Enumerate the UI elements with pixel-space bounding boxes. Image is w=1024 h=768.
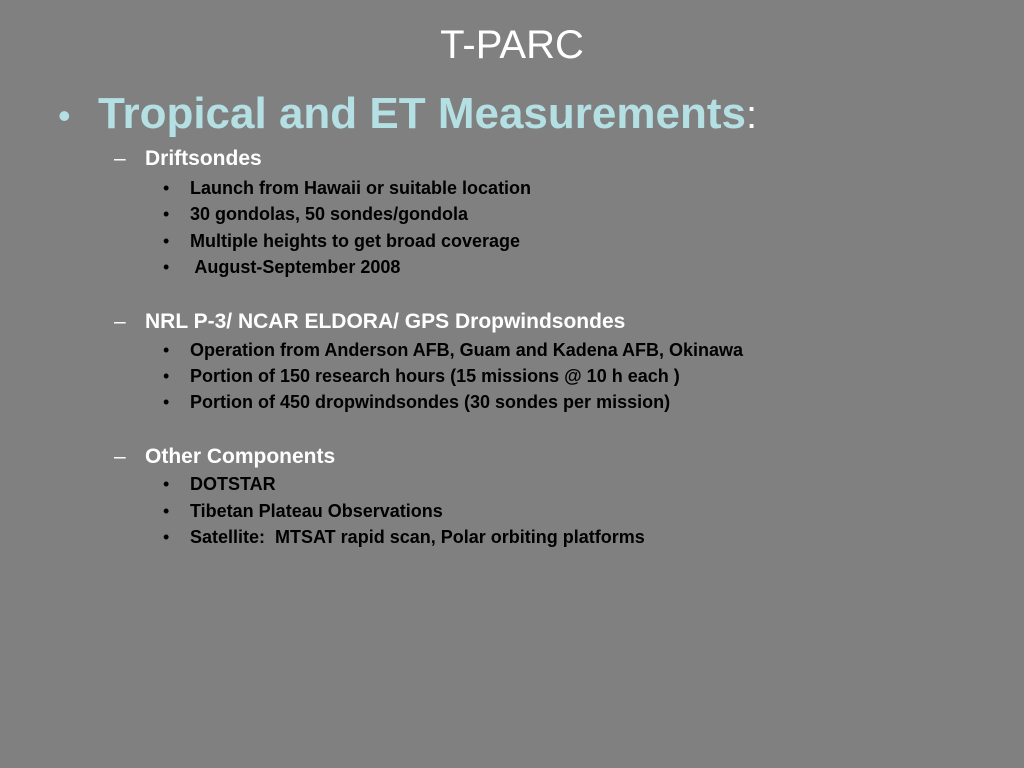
section-other-components <box>114 442 335 472</box>
list-item <box>163 363 680 389</box>
list-item-text: August-September 2008 <box>190 257 401 277</box>
section-label: Driftsondes <box>145 147 262 170</box>
bullet-icon: • <box>163 366 170 386</box>
list-item <box>163 498 443 524</box>
list-item-text: Portion of 450 dropwindsondes (30 sondes per mission) <box>190 392 671 412</box>
bullet-icon: • <box>163 340 170 360</box>
bullet-icon: • <box>163 178 170 198</box>
dash-icon: – <box>114 310 126 333</box>
section-label: NRL P-3/ NCAR ELDORA/ GPS Dropwindsondes <box>145 310 626 333</box>
list-item-text: Multiple heights to get broad coverage <box>190 231 521 251</box>
bullet-icon: • <box>163 527 170 547</box>
bullet-icon: • <box>163 204 170 224</box>
list-item <box>163 175 531 201</box>
main-heading: Tropical and ET Measurements <box>98 89 746 138</box>
list-item <box>163 524 645 550</box>
bullet-icon: • <box>163 501 170 521</box>
bullet-icon: • <box>163 474 170 494</box>
heading-colon: : <box>745 93 758 137</box>
list-item-text: Launch from Hawaii or suitable location <box>190 178 532 198</box>
main-bullet <box>58 87 757 141</box>
bullet-icon: • <box>163 231 170 251</box>
section-nrl-p3 <box>114 307 625 337</box>
list-item <box>163 254 400 280</box>
list-item <box>163 471 276 497</box>
list-item-text: Operation from Anderson AFB, Guam and Kadena AFB, Okinawa <box>190 340 744 360</box>
list-item-text: 30 gondolas, 50 sondes/gondola <box>190 204 469 224</box>
bullet-icon: • <box>163 257 170 277</box>
section-label: Other Components <box>145 445 336 468</box>
list-item <box>163 389 670 415</box>
list-item <box>163 337 743 363</box>
dash-icon: – <box>114 445 126 468</box>
list-item-text: Portion of 150 research hours (15 missions @ 10 h each ) <box>190 366 680 386</box>
list-item-text: Tibetan Plateau Observations <box>190 501 443 521</box>
list-item-text: DOTSTAR <box>190 474 276 494</box>
bullet-icon: • <box>58 95 71 136</box>
bullet-icon: • <box>163 392 170 412</box>
list-item-text: Satellite: MTSAT rapid scan, Polar orbiting platforms <box>190 527 645 547</box>
slide-title: T-PARC <box>440 23 584 67</box>
dash-icon: – <box>114 147 126 170</box>
section-driftsondes <box>114 144 262 174</box>
list-item <box>163 201 468 227</box>
list-item <box>163 228 520 254</box>
